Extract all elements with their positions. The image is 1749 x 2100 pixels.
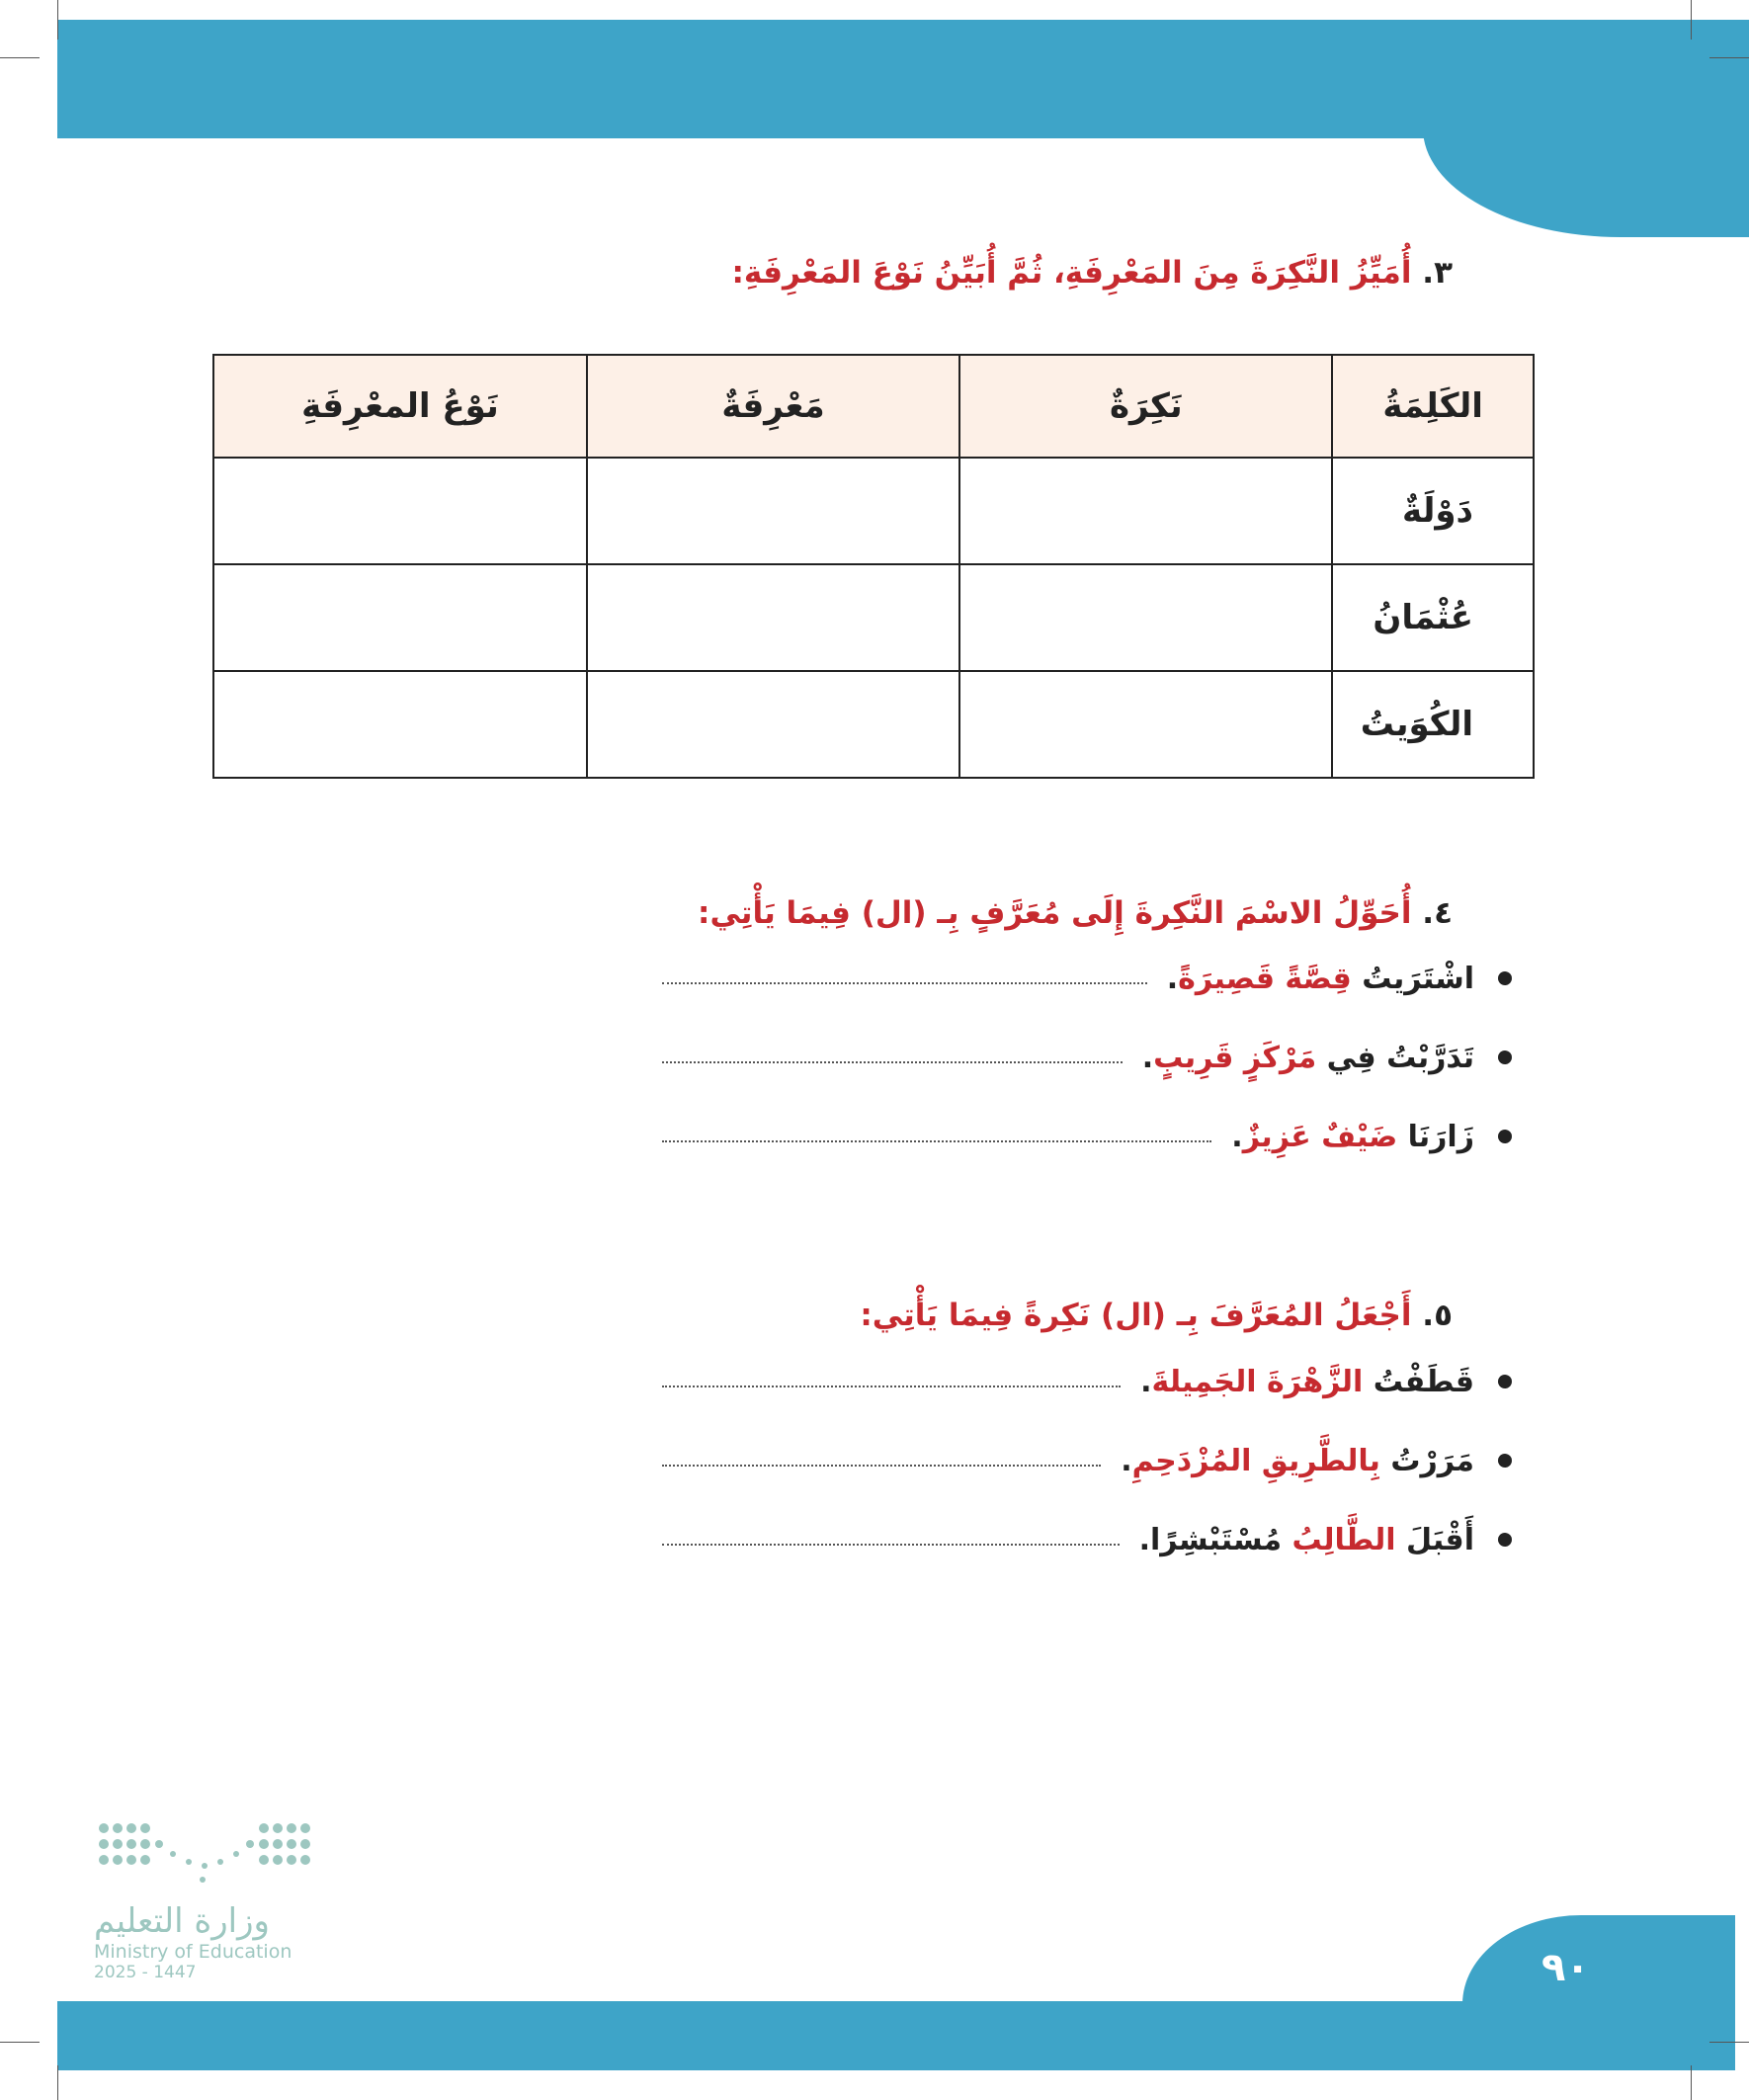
crop-mark xyxy=(57,2065,58,2100)
question-number: ٣. xyxy=(1422,255,1453,291)
answer-line[interactable] xyxy=(662,1140,1211,1142)
ministry-logo xyxy=(94,1818,316,1982)
question-4-list xyxy=(662,939,1512,1176)
table-header: نَكِرَةٌ xyxy=(959,355,1332,458)
crop-mark xyxy=(0,2042,40,2043)
question-number: ٥. xyxy=(1422,1298,1453,1333)
page-number: ٩٠ xyxy=(1541,1945,1590,1990)
table-header: مَعْرِفَةٌ xyxy=(587,355,959,458)
table-header: الكَلِمَةُ xyxy=(1332,355,1534,458)
answer-line[interactable] xyxy=(662,1465,1101,1467)
question-5-list xyxy=(662,1342,1512,1579)
question-4-title xyxy=(698,895,1453,931)
list-item xyxy=(662,1500,1512,1579)
answer-cell[interactable] xyxy=(213,458,587,564)
sentence: زَارَنَا ضَيْفٌ عَزِيزٌ. xyxy=(1231,1119,1474,1154)
sentence: قَطَفْتُ الزَّهْرَةَ الجَمِيلةَ. xyxy=(1140,1364,1474,1399)
crop-mark xyxy=(57,0,58,40)
bullet-icon xyxy=(1498,1454,1512,1468)
question-3-title xyxy=(732,255,1453,291)
answer-cell[interactable] xyxy=(587,564,959,671)
bullet-icon xyxy=(1498,971,1512,985)
answer-cell[interactable] xyxy=(213,671,587,778)
logo-arabic-text: وزارة التعليم xyxy=(94,1901,270,1941)
bullet-icon xyxy=(1498,1050,1512,1064)
answer-line[interactable] xyxy=(662,1386,1121,1387)
question-text: أُمَيِّزُ النَّكِرَةَ مِنَ المَعْرِفَةِ، ثُمَّ أُبَيِّنُ نَوْعَ المَعْرِفَةِ: xyxy=(731,255,1412,291)
table-row xyxy=(213,458,1534,564)
crop-mark xyxy=(1691,2065,1692,2100)
answer-line[interactable] xyxy=(662,1061,1123,1063)
list-item xyxy=(662,939,1512,1018)
answer-cell[interactable] xyxy=(959,458,1332,564)
list-item xyxy=(662,1097,1512,1176)
crop-mark xyxy=(0,57,40,58)
answer-cell[interactable] xyxy=(213,564,587,671)
question-5-title xyxy=(860,1298,1453,1333)
logo-english-text: Ministry of Education xyxy=(94,1941,292,1963)
sentence: تَدَرَّبْتُ فِي مَرْكَزٍ قَرِيبٍ. xyxy=(1141,1040,1474,1075)
crop-mark xyxy=(1709,57,1749,58)
answer-cell[interactable] xyxy=(587,671,959,778)
sentence: مَرَرْتُ بِالطَّرِيقِ المُزْدَحِمِ. xyxy=(1121,1443,1474,1478)
question-text: أَجْعَلُ المُعَرَّفَ بِـ (ال) نَكِرةً فِيمَا يَأْتِي: xyxy=(860,1298,1412,1333)
answer-cell[interactable] xyxy=(587,458,959,564)
crop-mark xyxy=(1691,0,1692,40)
crop-mark xyxy=(1709,2042,1749,2043)
table-row xyxy=(213,671,1534,778)
sentence: اشْتَرَيتُ قِصَّةً قَصِيرَةً. xyxy=(1166,961,1474,996)
list-item xyxy=(662,1421,1512,1500)
header-wave xyxy=(1423,20,1749,237)
word-classification-table xyxy=(212,354,1535,779)
list-item xyxy=(662,1018,1512,1097)
sentence: أَقْبَلَ الطَّالِبُ مُسْتَبْشِرًا. xyxy=(1138,1522,1474,1557)
question-number: ٤. xyxy=(1422,895,1453,931)
table-header-row xyxy=(213,355,1534,458)
table-row xyxy=(213,564,1534,671)
table-word: الكُوَيتُ xyxy=(1332,671,1534,778)
list-item xyxy=(662,1342,1512,1421)
logo-dots-icon xyxy=(94,1818,311,1897)
logo-year: 2025 - 1447 xyxy=(94,1963,197,1982)
answer-line[interactable] xyxy=(662,1544,1120,1546)
footer-tab xyxy=(1462,1915,1735,2014)
table-word: دَوْلَةٌ xyxy=(1332,458,1534,564)
answer-cell[interactable] xyxy=(959,671,1332,778)
bullet-icon xyxy=(1498,1533,1512,1547)
table-word: عُثْمَانُ xyxy=(1332,564,1534,671)
bullet-icon xyxy=(1498,1375,1512,1388)
answer-line[interactable] xyxy=(662,982,1147,984)
question-text: أُحَوِّلُ الاسْمَ النَّكِرةَ إِلَى مُعَرَّفٍ بِـ (ال) فِيمَا يَأْتِي: xyxy=(698,895,1412,931)
answer-cell[interactable] xyxy=(959,564,1332,671)
footer-band xyxy=(57,2001,1735,2070)
table-header: نَوْعُ المعْرِفَةِ xyxy=(213,355,587,458)
bullet-icon xyxy=(1498,1130,1512,1143)
